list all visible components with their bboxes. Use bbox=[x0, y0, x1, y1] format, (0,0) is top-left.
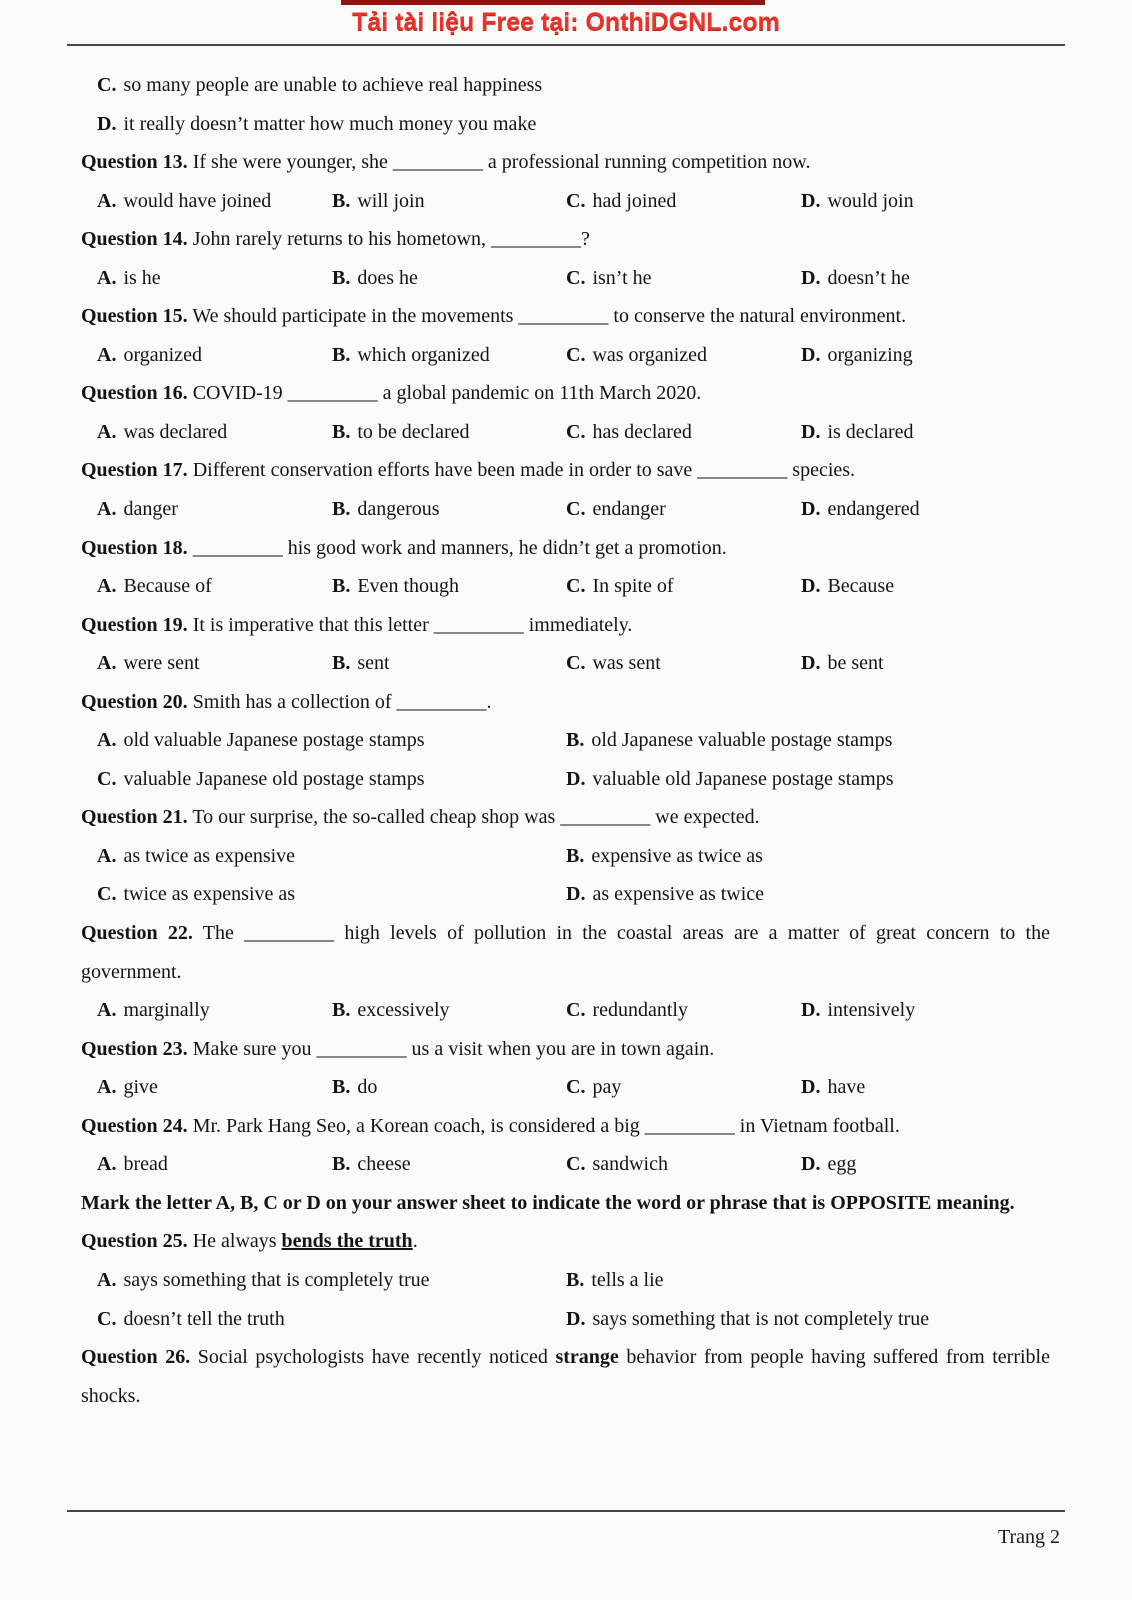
option-text: twice as expensive as bbox=[123, 883, 296, 906]
options-row bbox=[81, 336, 1050, 375]
option-letter: B. bbox=[332, 420, 351, 443]
option-item bbox=[332, 259, 566, 298]
option-item bbox=[566, 644, 801, 683]
option-text: egg bbox=[827, 1153, 857, 1176]
option-text: has declared bbox=[592, 420, 692, 443]
question-text bbox=[81, 1030, 1050, 1069]
option-text: is he bbox=[123, 266, 161, 289]
option-letter: B. bbox=[332, 575, 351, 598]
question-text bbox=[81, 798, 1050, 837]
option-text: organized bbox=[123, 343, 202, 366]
option-text: endangered bbox=[827, 498, 920, 521]
option-letter: C. bbox=[566, 189, 586, 212]
question-label: Question 26. bbox=[81, 1346, 191, 1369]
option-item bbox=[801, 1068, 1050, 1107]
option-text: old Japanese valuable postage stamps bbox=[591, 729, 893, 752]
option-letter: A. bbox=[97, 266, 117, 289]
option-text: Because of bbox=[123, 575, 212, 598]
option-text: cheese bbox=[357, 1153, 411, 1176]
option-item bbox=[332, 182, 566, 221]
text-segment: Make sure you _________ us a visit when you are in town again. bbox=[187, 1037, 715, 1060]
option-item bbox=[801, 182, 1050, 221]
text-segment: Mr. Park Hang Seo, a Korean coach, is considered a big _________ in Vietnam football. bbox=[187, 1114, 900, 1137]
option-letter: A. bbox=[97, 652, 117, 675]
option-item bbox=[97, 567, 332, 606]
header-promo-text: Tải tài liệu Free tại: OnthiDGNL.com bbox=[352, 8, 780, 36]
question-text bbox=[81, 914, 1050, 991]
option-item bbox=[97, 1261, 566, 1300]
question-label: Question 20. bbox=[81, 690, 188, 713]
option-letter: A. bbox=[97, 729, 117, 752]
option-letter: D. bbox=[566, 1307, 586, 1330]
option-item bbox=[566, 760, 1050, 799]
option-letter: B. bbox=[566, 1268, 585, 1291]
option-letter: C. bbox=[97, 883, 117, 906]
option-letter: C. bbox=[97, 74, 117, 96]
options-row bbox=[81, 1068, 1050, 1107]
option-text: give bbox=[123, 1076, 158, 1099]
option-item bbox=[332, 991, 566, 1030]
option-item bbox=[566, 721, 1050, 760]
option-letter: A. bbox=[97, 999, 117, 1022]
option-item bbox=[97, 760, 566, 799]
option-text: would have joined bbox=[123, 189, 272, 212]
options-row bbox=[81, 413, 1050, 452]
options-row bbox=[81, 644, 1050, 683]
option-text: danger bbox=[123, 498, 178, 521]
option-item bbox=[97, 1145, 332, 1184]
option-item bbox=[566, 1261, 1050, 1300]
option-text: valuable Japanese old postage stamps bbox=[123, 767, 425, 790]
option-letter: C. bbox=[566, 1153, 586, 1176]
option-letter: C. bbox=[566, 343, 586, 366]
cutoff-text-bar bbox=[341, 0, 765, 5]
option-item bbox=[97, 644, 332, 683]
footer-rule bbox=[67, 1510, 1065, 1512]
option-item bbox=[332, 1145, 566, 1184]
option-item bbox=[801, 490, 1050, 529]
option-letter: B. bbox=[566, 844, 585, 867]
question-text bbox=[81, 1338, 1050, 1415]
option-letter: D. bbox=[801, 652, 821, 675]
option-letter: D. bbox=[566, 883, 586, 906]
option-text: intensively bbox=[827, 999, 916, 1022]
option-letter: B. bbox=[332, 1153, 351, 1176]
options-row bbox=[81, 182, 1050, 221]
option-letter: C. bbox=[566, 1076, 586, 1099]
text-segment: Smith has a collection of _________. bbox=[187, 690, 492, 713]
option-text: was declared bbox=[123, 420, 228, 443]
option-text: organizing bbox=[827, 343, 913, 366]
text-segment: Different conservation efforts have been made in order to save _________ species. bbox=[187, 459, 856, 482]
option-letter: B. bbox=[332, 652, 351, 675]
text-segment: . bbox=[412, 1230, 418, 1253]
option-text: doesn’t he bbox=[827, 266, 910, 289]
option-letter: D. bbox=[801, 266, 821, 289]
option-item bbox=[97, 837, 566, 876]
option-text: it really doesn’t matter how much money you make bbox=[123, 112, 537, 135]
question-text bbox=[81, 606, 1050, 645]
option-item bbox=[566, 259, 801, 298]
option-text: be sent bbox=[827, 652, 884, 675]
question-text bbox=[81, 1222, 1050, 1261]
option-item bbox=[801, 1145, 1050, 1184]
text-segment: We should participate in the movements _________ to conserve the natural environment. bbox=[187, 305, 907, 328]
option-text: pay bbox=[592, 1076, 622, 1099]
option-letter: A. bbox=[97, 1153, 117, 1176]
text-segment: behavior from people having suffered from terrible shocks. bbox=[81, 1346, 1050, 1407]
question-text bbox=[81, 529, 1050, 568]
question-label: Question 23. bbox=[81, 1037, 188, 1060]
option-item bbox=[97, 721, 566, 760]
text-segment: The _________ high levels of pollution in the coastal areas are a matter of great concern to the government. bbox=[81, 922, 1050, 983]
option-text: says something that is completely true bbox=[123, 1268, 430, 1291]
emphasis-text: strange bbox=[555, 1346, 619, 1369]
options-row bbox=[81, 490, 1050, 529]
text-segment: _________ his good work and manners, he didn’t get a promotion. bbox=[187, 536, 727, 559]
option-item bbox=[566, 875, 1050, 914]
question-text bbox=[81, 683, 1050, 722]
option-text: does he bbox=[357, 266, 418, 289]
option-letter: B. bbox=[566, 729, 585, 752]
option-item bbox=[566, 182, 801, 221]
option-letter: A. bbox=[97, 420, 117, 443]
option-letter: A. bbox=[97, 575, 117, 598]
option-item bbox=[97, 105, 1050, 144]
option-text: old valuable Japanese postage stamps bbox=[123, 729, 425, 752]
text-segment: It is imperative that this letter _________ immediately. bbox=[187, 613, 633, 636]
option-text: isn’t he bbox=[592, 266, 652, 289]
option-letter: D. bbox=[801, 1076, 821, 1099]
text-segment: Social psychologists have recently noticed bbox=[190, 1346, 556, 1369]
option-item bbox=[801, 259, 1050, 298]
option-item bbox=[97, 1300, 566, 1339]
options-row bbox=[81, 567, 1050, 606]
options-row bbox=[81, 837, 1050, 876]
option-item bbox=[97, 182, 332, 221]
option-text: dangerous bbox=[357, 498, 440, 521]
options-row bbox=[81, 1300, 1050, 1339]
option-text: will join bbox=[357, 189, 425, 212]
option-text: redundantly bbox=[592, 999, 688, 1022]
option-letter: B. bbox=[332, 498, 351, 521]
options-row bbox=[81, 991, 1050, 1030]
options-row bbox=[81, 66, 1050, 105]
option-text: sent bbox=[357, 652, 390, 675]
option-item bbox=[97, 66, 1050, 105]
options-row bbox=[81, 259, 1050, 298]
option-item bbox=[332, 490, 566, 529]
option-item bbox=[332, 567, 566, 606]
option-item bbox=[801, 991, 1050, 1030]
option-text: Because bbox=[827, 575, 895, 598]
option-text: do bbox=[357, 1076, 378, 1099]
emphasis-text: Mark the letter A, B, C or D on your answer sheet to indicate the word or phrase that is OPPOSITE meaning. bbox=[81, 1191, 1015, 1214]
options-row bbox=[81, 105, 1050, 144]
option-text: valuable old Japanese postage stamps bbox=[592, 767, 894, 790]
option-item bbox=[801, 644, 1050, 683]
question-label: Question 14. bbox=[81, 228, 188, 251]
option-letter: D. bbox=[801, 189, 821, 212]
option-letter: A. bbox=[97, 1268, 117, 1291]
option-item bbox=[332, 413, 566, 452]
question-label: Question 18. bbox=[81, 536, 188, 559]
option-letter: C. bbox=[566, 999, 586, 1022]
option-text: In spite of bbox=[592, 575, 674, 598]
option-item bbox=[566, 413, 801, 452]
option-item bbox=[97, 259, 332, 298]
question-text bbox=[81, 297, 1050, 336]
question-text bbox=[81, 451, 1050, 490]
option-letter: B. bbox=[332, 999, 351, 1022]
option-letter: C. bbox=[566, 652, 586, 675]
question-label: Question 25. bbox=[81, 1230, 188, 1253]
text-segment: He always bbox=[187, 1230, 282, 1253]
option-letter: D. bbox=[801, 575, 821, 598]
options-row bbox=[81, 760, 1050, 799]
options-row bbox=[81, 1145, 1050, 1184]
question-label: Question 13. bbox=[81, 151, 188, 174]
option-letter: D. bbox=[801, 420, 821, 443]
option-letter: D. bbox=[801, 999, 821, 1022]
section-instruction bbox=[81, 1184, 1050, 1223]
option-text: tells a lie bbox=[591, 1268, 664, 1291]
questions-content bbox=[81, 66, 1050, 1415]
option-text: doesn’t tell the truth bbox=[123, 1307, 285, 1330]
option-item bbox=[566, 1300, 1050, 1339]
option-text: so many people are unable to achieve real happiness bbox=[123, 74, 543, 96]
option-item bbox=[97, 413, 332, 452]
text-segment: If she were younger, she _________ a professional running competition now. bbox=[187, 151, 811, 174]
option-item bbox=[566, 336, 801, 375]
question-label: Question 24. bbox=[81, 1114, 188, 1137]
options-row bbox=[81, 1261, 1050, 1300]
text-segment: To our surprise, the so-called cheap shop was _________ we expected. bbox=[187, 806, 760, 829]
option-text: is declared bbox=[827, 420, 914, 443]
option-item bbox=[566, 991, 801, 1030]
question-label: Question 15. bbox=[81, 305, 188, 328]
option-letter: C. bbox=[566, 575, 586, 598]
option-text: as expensive as twice bbox=[592, 883, 765, 906]
option-letter: D. bbox=[97, 112, 117, 135]
option-letter: D. bbox=[566, 767, 586, 790]
emphasis-text: bends the truth bbox=[281, 1230, 413, 1253]
option-text: would join bbox=[827, 189, 914, 212]
header-rule bbox=[67, 44, 1065, 46]
option-text: as twice as expensive bbox=[123, 844, 296, 867]
option-text: sandwich bbox=[592, 1153, 668, 1176]
option-text: bread bbox=[123, 1153, 168, 1176]
option-letter: A. bbox=[97, 1076, 117, 1099]
question-label: Question 19. bbox=[81, 613, 188, 636]
option-item bbox=[97, 1068, 332, 1107]
option-letter: A. bbox=[97, 189, 117, 212]
option-letter: B. bbox=[332, 266, 351, 289]
option-letter: D. bbox=[801, 343, 821, 366]
option-letter: B. bbox=[332, 1076, 351, 1099]
option-item bbox=[801, 336, 1050, 375]
option-text: marginally bbox=[123, 999, 210, 1022]
option-text: had joined bbox=[592, 189, 677, 212]
option-letter: D. bbox=[801, 498, 821, 521]
option-text: endanger bbox=[592, 498, 666, 521]
options-row bbox=[81, 875, 1050, 914]
option-item bbox=[566, 567, 801, 606]
option-text: Even though bbox=[357, 575, 459, 598]
text-segment: COVID-19 _________ a global pandemic on 11th March 2020. bbox=[187, 382, 702, 405]
option-item bbox=[566, 1145, 801, 1184]
option-text: was organized bbox=[592, 343, 708, 366]
question-label: Question 16. bbox=[81, 382, 188, 405]
option-letter: C. bbox=[97, 767, 117, 790]
text-segment: John rarely returns to his hometown, _________? bbox=[187, 228, 590, 251]
option-letter: A. bbox=[97, 844, 117, 867]
option-text: excessively bbox=[357, 999, 450, 1022]
option-text: says something that is not completely true bbox=[592, 1307, 930, 1330]
option-item bbox=[97, 336, 332, 375]
option-letter: C. bbox=[566, 266, 586, 289]
question-text bbox=[81, 220, 1050, 259]
option-item bbox=[332, 336, 566, 375]
option-item bbox=[97, 875, 566, 914]
option-letter: C. bbox=[97, 1307, 117, 1330]
question-label: Question 17. bbox=[81, 459, 188, 482]
option-text: were sent bbox=[123, 652, 200, 675]
question-text bbox=[81, 143, 1050, 182]
option-text: to be declared bbox=[357, 420, 470, 443]
option-item bbox=[566, 837, 1050, 876]
option-item bbox=[332, 1068, 566, 1107]
option-text: which organized bbox=[357, 343, 490, 366]
option-item bbox=[801, 413, 1050, 452]
option-letter: D. bbox=[801, 1153, 821, 1176]
question-label: Question 21. bbox=[81, 806, 188, 829]
option-letter: C. bbox=[566, 498, 586, 521]
option-letter: B. bbox=[332, 343, 351, 366]
option-letter: A. bbox=[97, 498, 117, 521]
option-text: was sent bbox=[592, 652, 661, 675]
option-item bbox=[97, 490, 332, 529]
options-row bbox=[81, 721, 1050, 760]
option-text: have bbox=[827, 1076, 866, 1099]
option-item bbox=[566, 1068, 801, 1107]
option-item bbox=[566, 490, 801, 529]
question-label: Question 22. bbox=[81, 922, 193, 945]
question-text bbox=[81, 374, 1050, 413]
option-item bbox=[801, 567, 1050, 606]
option-item bbox=[97, 991, 332, 1030]
option-item bbox=[332, 644, 566, 683]
option-letter: A. bbox=[97, 343, 117, 366]
option-text: expensive as twice as bbox=[591, 844, 763, 867]
question-text bbox=[81, 1107, 1050, 1146]
option-letter: C. bbox=[566, 420, 586, 443]
page-number: Trang 2 bbox=[997, 1526, 1060, 1548]
option-letter: B. bbox=[332, 189, 351, 212]
